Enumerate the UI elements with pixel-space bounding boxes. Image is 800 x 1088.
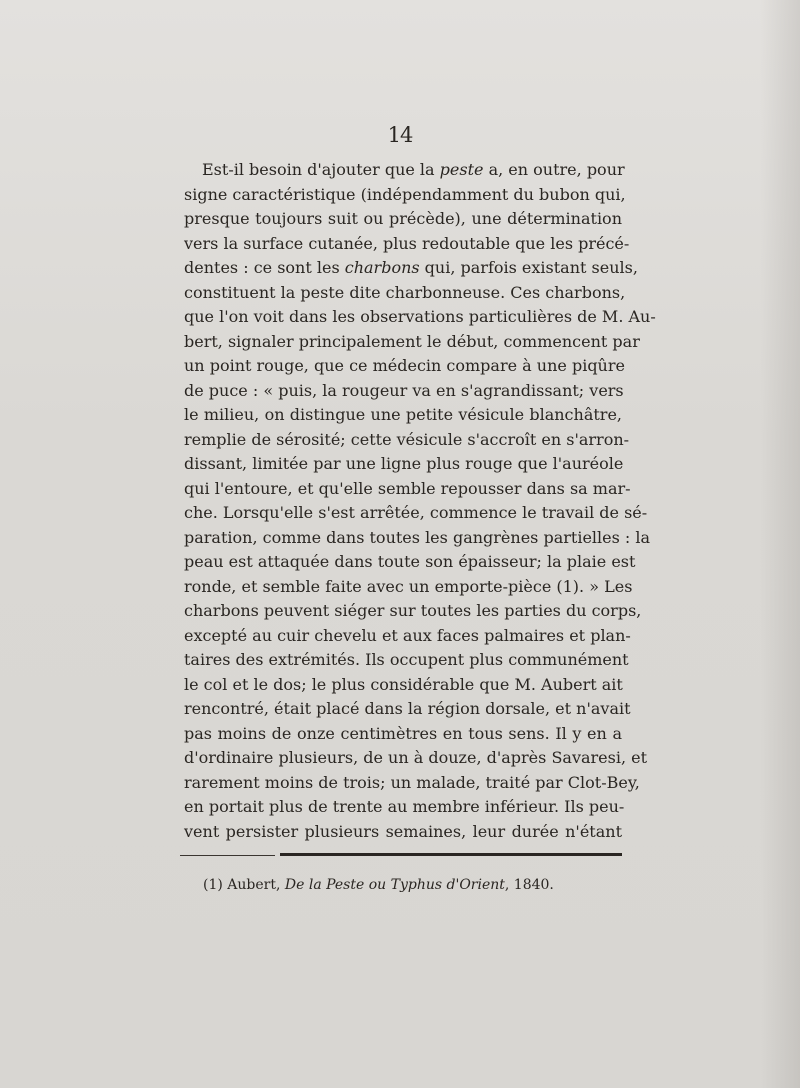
text-run: qui l'entoure, et qu'elle semble repousser dans sa mar- xyxy=(184,478,631,498)
text-line xyxy=(184,330,640,355)
text-run: remplie de sérosité; cette vésicule s'accroît en s'arron- xyxy=(184,429,630,449)
text-line xyxy=(184,746,648,771)
text-line xyxy=(184,722,622,747)
text-run: excepté au cuir chevelu et aux faces palmaires et plan- xyxy=(184,625,631,645)
text-run: que l'on voit dans les observations particulières de M. Au- xyxy=(184,307,656,326)
italic-text: charbons xyxy=(344,258,420,277)
text-run: dissant, limitée par une ligne plus rouge que l'auréole xyxy=(184,454,624,473)
rule-thin-segment xyxy=(180,855,275,856)
text-run: pas moins de onze centimètres en tous sens. Il y en a xyxy=(184,723,622,743)
text-line xyxy=(184,697,631,722)
italic-text: peste xyxy=(439,160,484,179)
text-line xyxy=(184,575,633,600)
text-run: en portait plus de trente au membre inférieur. Ils peu- xyxy=(184,797,625,816)
text-run: qui, parfois existant seuls, xyxy=(419,258,638,277)
text-run: bert, signaler principalement le début, commencent par xyxy=(184,331,640,351)
text-run: vent persister plusieurs semaines, leur durée n'étant xyxy=(184,821,622,841)
text-line xyxy=(184,158,625,183)
text-line xyxy=(184,207,622,232)
text-run: dentes : ce sont les xyxy=(184,258,345,277)
text-line xyxy=(184,526,651,551)
text-line xyxy=(184,624,631,649)
text-run: Est-il besoin d'ajouter que la xyxy=(202,160,440,179)
footnote-rule xyxy=(180,853,622,857)
text-line xyxy=(184,256,638,281)
text-line xyxy=(184,232,630,257)
footnote-title: De la Peste ou Typhus d'Orient xyxy=(284,877,505,893)
text-run: un point rouge, que ce médecin compare à une piqûre xyxy=(184,356,625,375)
text-run: signe caractéristique (indépendamment du bubon qui, xyxy=(184,184,626,204)
text-line xyxy=(184,305,656,330)
text-run: peau est attaquée dans toute son épaisseur; la plaie est xyxy=(184,552,636,571)
text-line xyxy=(184,673,622,698)
text-run: presque toujours suit ou précède), une détermination xyxy=(184,209,622,228)
text-run: le col et le dos; le plus considérable que M. Aubert ait xyxy=(184,674,623,694)
text-line xyxy=(184,501,648,526)
text-line xyxy=(184,403,622,428)
text-run: le milieu, on distingue une petite vésicule blanchâtre, xyxy=(184,405,622,424)
text-run: rencontré, était placé dans la région dorsale, et n'avait xyxy=(184,699,631,718)
text-run: de puce : « puis, la rougeur va en s'agrandissant; vers xyxy=(184,380,624,400)
text-line xyxy=(184,795,625,820)
body-text xyxy=(184,158,656,844)
text-run: d'ordinaire plusieurs, de un à douze, d'après Savaresi, et xyxy=(184,748,648,767)
footnote xyxy=(203,877,554,893)
text-line xyxy=(184,379,622,404)
text-line xyxy=(184,477,631,502)
text-run: paration, comme dans toutes les gangrènes partielles : la xyxy=(184,527,651,547)
text-line xyxy=(184,428,630,453)
text-line xyxy=(184,820,622,845)
text-run: taires des extrémités. Ils occupent plus communément xyxy=(184,650,629,669)
text-run: charbons peuvent siéger sur toutes les parties du corps, xyxy=(184,601,642,620)
text-line xyxy=(184,452,622,477)
text-line xyxy=(184,281,626,306)
text-line xyxy=(184,550,636,575)
page-edge-shadow xyxy=(760,0,800,1088)
text-line xyxy=(184,648,629,673)
text-run: ronde, et semble faite avec un emporte-pièce (1). » Les xyxy=(184,576,633,596)
page-number: 14 xyxy=(387,123,413,147)
text-line xyxy=(184,183,626,208)
text-run: vers la surface cutanée, plus redoutable que les précé- xyxy=(184,233,630,253)
text-run: constituent la peste dite charbonneuse. Ces charbons, xyxy=(184,282,626,302)
text-line xyxy=(184,354,625,379)
text-run: che. Lorsqu'elle s'est arrêtée, commence le travail de sé- xyxy=(184,503,648,522)
footnote-text: (1) Aubert, xyxy=(203,877,285,893)
text-run: a, en outre, pour xyxy=(483,160,625,179)
text-line xyxy=(184,599,642,624)
footnote-text: , 1840. xyxy=(504,877,554,893)
rule-thick-segment xyxy=(280,853,622,856)
text-run: rarement moins de trois; un malade, traité par Clot-Bey, xyxy=(184,772,640,792)
text-line xyxy=(184,771,640,796)
